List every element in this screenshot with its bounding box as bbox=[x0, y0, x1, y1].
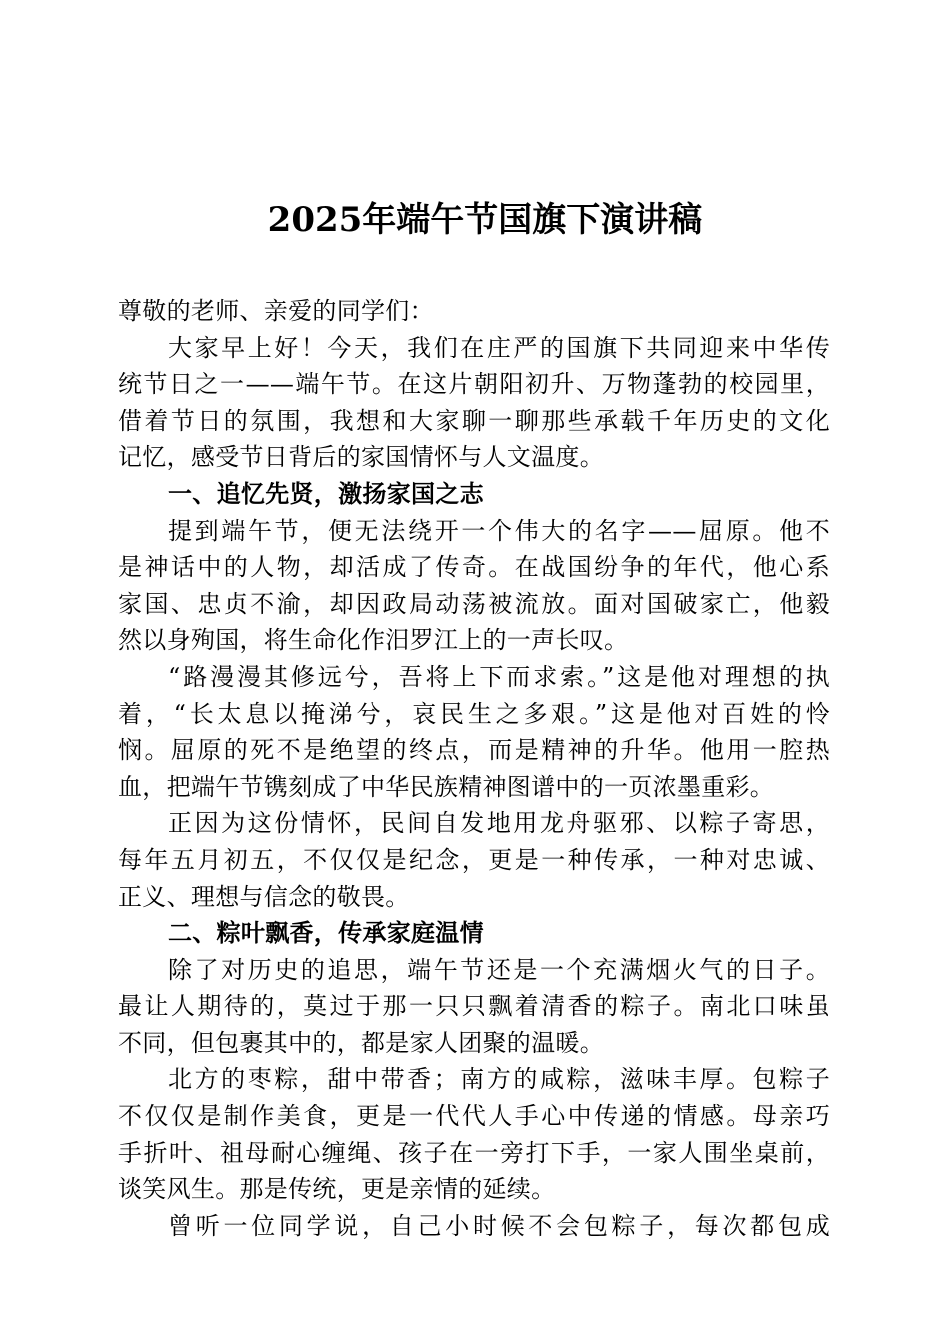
paragraph-line: 悯。屈原的死不是绝望的终点，而是精神的升华。他用一腔热 bbox=[118, 736, 830, 765]
paragraph-line: 记忆，感受节日背后的家国情怀与人文温度。 bbox=[118, 443, 604, 472]
paragraph-line: 正义、理想与信念的敬畏。 bbox=[118, 882, 410, 911]
paragraph-line: 曾听一位同学说，自己小时候不会包粽子，每次都包成 bbox=[168, 1211, 830, 1240]
page-title: 2025年端午节国旗下演讲稿 bbox=[267, 200, 703, 240]
paragraph-line: 正因为这份情怀，民间自发地用龙舟驱邪、以粽子寄思， bbox=[168, 809, 830, 838]
paragraph-line: 每年五月初五，不仅仅是纪念，更是一种传承，一种对忠诚、 bbox=[118, 845, 830, 874]
paragraph-line: 血，把端午节镌刻成了中华民族精神图谱中的一页浓墨重彩。 bbox=[118, 772, 775, 801]
paragraph-line: 不同，但包裹其中的，都是家人团聚的温暖。 bbox=[118, 1028, 604, 1057]
paragraph-line: 然以身殉国，将生命化作汨罗江上的一声长叹。 bbox=[118, 626, 629, 655]
paragraph-line: 家国、忠贞不渝，却因政局动荡被流放。面对国破家亡，他毅 bbox=[118, 589, 830, 618]
paragraph-line: 手折叶、祖母耐心缠绳、孩子在一旁打下手，一家人围坐桌前， bbox=[118, 1138, 830, 1167]
paragraph-line: 不仅仅是制作美食，更是一代代人手心中传递的情感。母亲巧 bbox=[118, 1102, 830, 1131]
paragraph-line: 借着节日的氛围，我想和大家聊一聊那些承载千年历史的文化 bbox=[118, 406, 830, 435]
document-body bbox=[118, 293, 830, 1244]
paragraph-line: 除了对历史的追思，端午节还是一个充满烟火气的日子。 bbox=[168, 955, 830, 984]
paragraph-line: 统节日之一——端午节。在这片朝阳初升、万物蓬勃的校园里， bbox=[118, 370, 830, 399]
paragraph-line: 着，“长太息以掩涕兮，哀民生之多艰。”这是他对百姓的怜 bbox=[118, 699, 830, 728]
paragraph-line: 北方的枣粽，甜中带香；南方的咸粽，滋味丰厚。包粽子 bbox=[168, 1065, 830, 1094]
paragraph-line: “路漫漫其修远兮，吾将上下而求索。”这是他对理想的执 bbox=[168, 662, 830, 691]
paragraph-line: 谈笑风生。那是传统，更是亲情的延续。 bbox=[118, 1175, 556, 1204]
paragraph-line: 最让人期待的，莫过于那一只只飘着清香的粽子。南北口味虽 bbox=[118, 992, 830, 1021]
paragraph-line: 提到端午节，便无法绕开一个伟大的名字——屈原。他不 bbox=[168, 516, 830, 545]
salutation: 尊敬的老师、亲爱的同学们： bbox=[118, 297, 434, 325]
paragraph-line: 大家早上好！今天，我们在庄严的国旗下共同迎来中华传 bbox=[168, 333, 830, 362]
section-heading: 二、粽叶飘香，传承家庭温情 bbox=[168, 919, 484, 948]
section-heading: 一、追忆先贤，激扬家国之志 bbox=[168, 479, 484, 508]
paragraph-line: 是神话中的人物，却活成了传奇。在战国纷争的年代，他心系 bbox=[118, 553, 830, 582]
